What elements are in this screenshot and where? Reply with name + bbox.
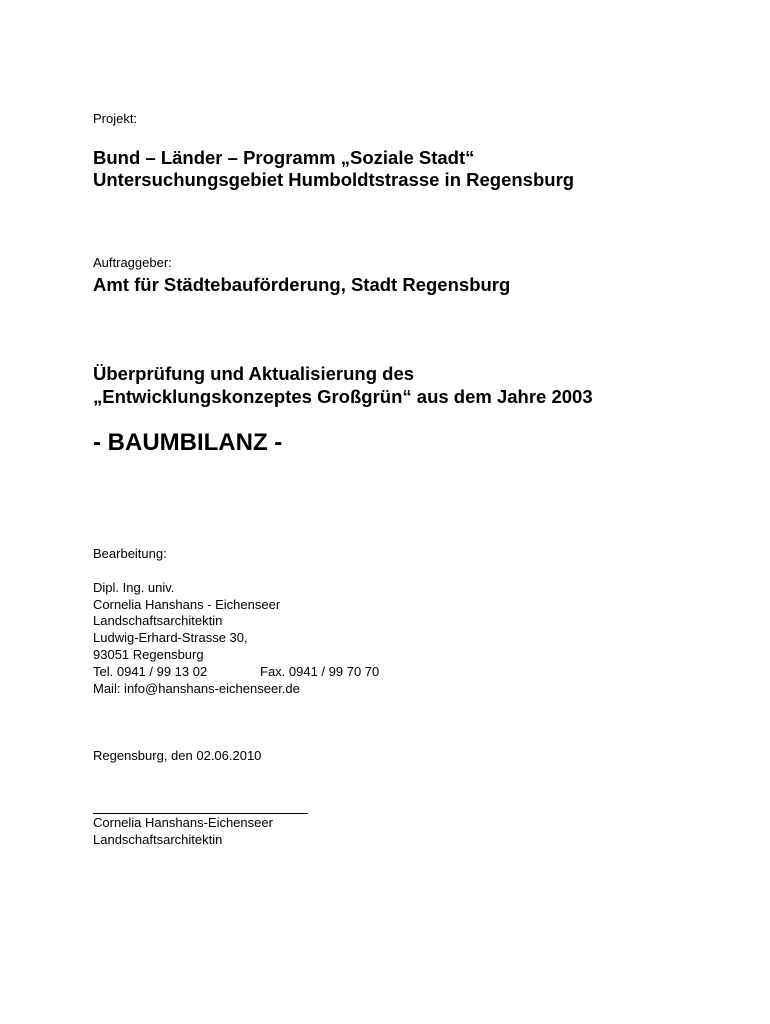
author-city: 93051 Regensburg — [93, 647, 204, 662]
signature-profession: Landschaftsarchitektin — [93, 832, 223, 847]
author-degree: Dipl. Ing. univ. — [93, 580, 175, 595]
author-label: Bearbeitung: — [93, 546, 167, 561]
project-title-line1: Bund – Länder – Programm „Soziale Stadt“ — [93, 147, 475, 168]
project-label: Projekt: — [93, 111, 138, 126]
author-mail: Mail: info@hanshans-eichenseer.de — [93, 681, 300, 696]
project-title-line2: Untersuchungsgebiet Humboldtstrasse in Regensburg — [93, 169, 575, 190]
author-fax: Fax. 0941 / 99 70 70 — [260, 664, 380, 679]
author-name: Cornelia Hanshans - Eichenseer — [93, 597, 281, 612]
author-tel: Tel. 0941 / 99 13 02 — [93, 664, 208, 679]
client-name: Amt für Städtebauförderung, Stadt Regensburg — [93, 274, 511, 295]
signature-name: Cornelia Hanshans-Eichenseer — [93, 815, 273, 830]
date-line: Regensburg, den 02.06.2010 — [93, 748, 262, 763]
document-heading: - BAUMBILANZ - — [93, 429, 283, 456]
subject-line1: Überprüfung und Aktualisierung des — [93, 363, 415, 384]
author-street: Ludwig-Erhard-Strasse 30, — [93, 630, 248, 645]
client-label: Auftraggeber: — [93, 255, 172, 270]
signature-line — [93, 813, 308, 814]
author-profession: Landschaftsarchitektin — [93, 613, 223, 628]
subject-line2: „Entwicklungskonzeptes Großgrün“ aus dem Jahre 2003 — [93, 386, 593, 407]
